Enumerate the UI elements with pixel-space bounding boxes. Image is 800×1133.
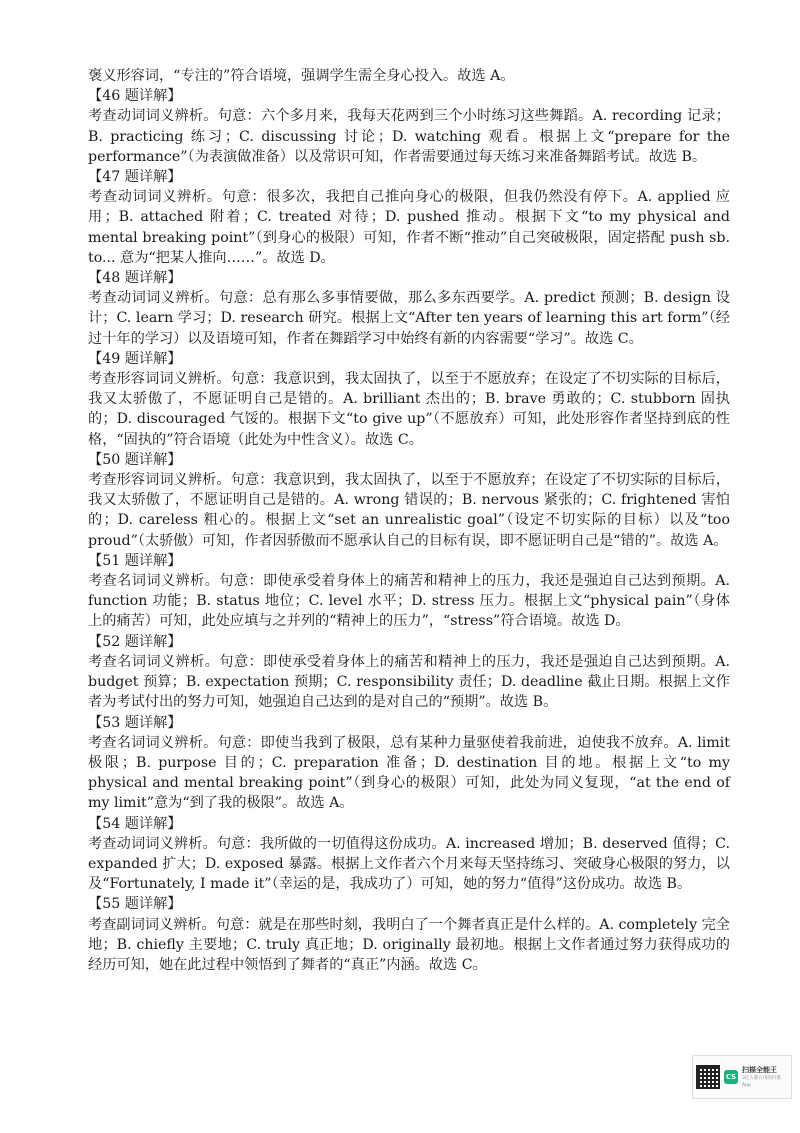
section-body: 考查形容词词义辨析。句意：我意识到，我太固执了，以至于不愿放弃；在设定了不切实际的目标后，我又太骄傲了，不愿证明自己是错的。A. brilliant 杰出的；B. brave 勇敢的；C. stubborn 固执的；D. discouraged 气馁的。根据下文“to give up”（不愿放弃）可知，此处形容作者坚持到底的性格，“固执的”符合语境（此处为中性含义）。故选 C。 [88,371,730,448]
section-body: 考查名词词义辨析。句意：即使承受着身体上的痛苦和精神上的压力，我还是强迫自己达到预期。A. budget 预算；B. expectation 预期；C. responsibility 责任；D. deadline 截止日期。根据上文作者为考试付出的努力可知，她强迫自己达到的是对自己的“预期”。故选 B。 [88,653,730,711]
section-body: 考查副词词义辨析。句意：就是在那些时刻，我明白了一个舞者真正是什么样的。A. completely 完全地；B. chiefly 主要地；C. truly 真正地；D. originally 最初地。根据上文作者通过努力获得成功的经历可知，她在此过程中领悟到了舞者的“真正”内涵。故选 C。 [88,916,730,973]
section-52 [88,632,730,713]
section-53 [88,713,730,814]
section-body: 考查动词词义辨析。句意：六个多月来，我每天花两到三个小时练习这些舞蹈。A. recording 记录；B. practicing 练习；C. discussing 讨论；D. watching 观看。根据上文“prepare for the performance”（为表演做准备）以及常识可知，作者需要通过每天练习来准备舞蹈考试。故选 B。 [88,108,730,165]
section-50 [88,450,730,551]
section-48 [88,268,730,349]
section-46 [88,86,730,167]
section-body: 考查动词词义辨析。句意：我所做的一切值得这份成功。A. increased 增加；B. deserved 值得；C. expanded 扩大；D. exposed 暴露。根据上文作者六个月来每天坚持练习、突破身心极限的努力，以及“Fortunately, I made it”（幸运的是，我成功了）可知，她的努力“值得”这份成功。故选 B。 [88,835,730,893]
watermark-text [742,1066,788,1089]
section-54 [88,814,730,895]
watermark-subtitle: 3亿人都在用的扫描App [742,1075,781,1088]
section-body: 考查形容词词义辨析。句意：我意识到，我太固执了，以至于不愿放弃；在设定了不切实际的目标后，我又太骄傲了，不愿证明自己是错的。A. wrong 错误的；B. nervous 紧张的；C. frightened 害怕的；D. careless 粗心的。根据上文“set an unrealistic goal”（设定不切实际的目标）以及“too proud”（太骄傲）可知，作者因骄傲而不愿承认自己的目标有误，即不愿证明自己是“错的”。故选 A。 [88,472,730,549]
intro-paragraph: 褒义形容词，“专注的”符合语境，强调学生需全身心投入。故选 A。 [88,68,515,84]
section-49 [88,349,730,450]
section-heading: 【46 题详解】 [88,88,182,105]
camscanner-logo-icon: CS [724,1070,738,1084]
section-heading: 【47 题详解】 [88,169,182,186]
section-body: 考查动词词义辨析。句意：总有那么多事情要做，那么多东西要学。A. predict 预测；B. design 设计；C. learn 学习；D. research 研究。根据上文“After ten years of learning this art form”（经过十年的学习）以及语境可知，作者在舞蹈学习中始终有新的内容需要“学习”。故选 C。 [88,290,730,347]
section-body: 考查名词词义辨析。句意：即使承受着身体上的痛苦和精神上的压力，我还是强迫自己达到预期。A. function 功能；B. status 地位；C. level 水平；D. stress 压力。根据上文“physical pain”（身体上的痛苦）可知，此处应填与之并列的“精神上的压力”，“stress”符合语境。故选 D。 [88,573,730,630]
section-heading: 【54 题详解】 [88,815,182,832]
section-heading: 【48 题详解】 [88,270,182,287]
section-55 [88,894,730,975]
section-47 [88,167,730,268]
section-51 [88,551,730,632]
section-body: 考查动词词义辨析。句意：很多次，我把自己推向身心的极限，但我仍然没有停下。A. applied 应用；B. attached 附着；C. treated 对待；D. pushed 推动。根据下文“to my physical and mental breaking point”（到身心的极限）可知，作者不断“推动”自己突破极限，固定搭配 push sb. to... 意为“把某人推向……”。故选 D。 [88,189,730,266]
section-heading: 【55 题详解】 [88,896,182,913]
section-heading: 【49 题详解】 [88,350,182,367]
section-heading: 【53 题详解】 [88,714,182,731]
section-heading: 【52 题详解】 [88,633,182,650]
section-heading: 【51 题详解】 [88,552,182,569]
section-body: 考查名词词义辨析。句意：即使当我到了极限，总有某种力量驱使着我前进，迫使我不放弃。A. limit 极限；B. purpose 目的；C. preparation 准备；D. destination 目的地。根据上文“to my physical and mental breaking point”（到身心的极限）可知，此处为同义复现，“at the end of my limit”意为“到了我的极限”。故选 A。 [88,734,730,812]
section-heading: 【50 题详解】 [88,451,182,468]
qr-code-icon [696,1065,720,1089]
watermark-title: 扫描全能王 [742,1065,777,1074]
scanner-watermark [692,1055,792,1099]
answer-explanation-page [88,66,730,975]
